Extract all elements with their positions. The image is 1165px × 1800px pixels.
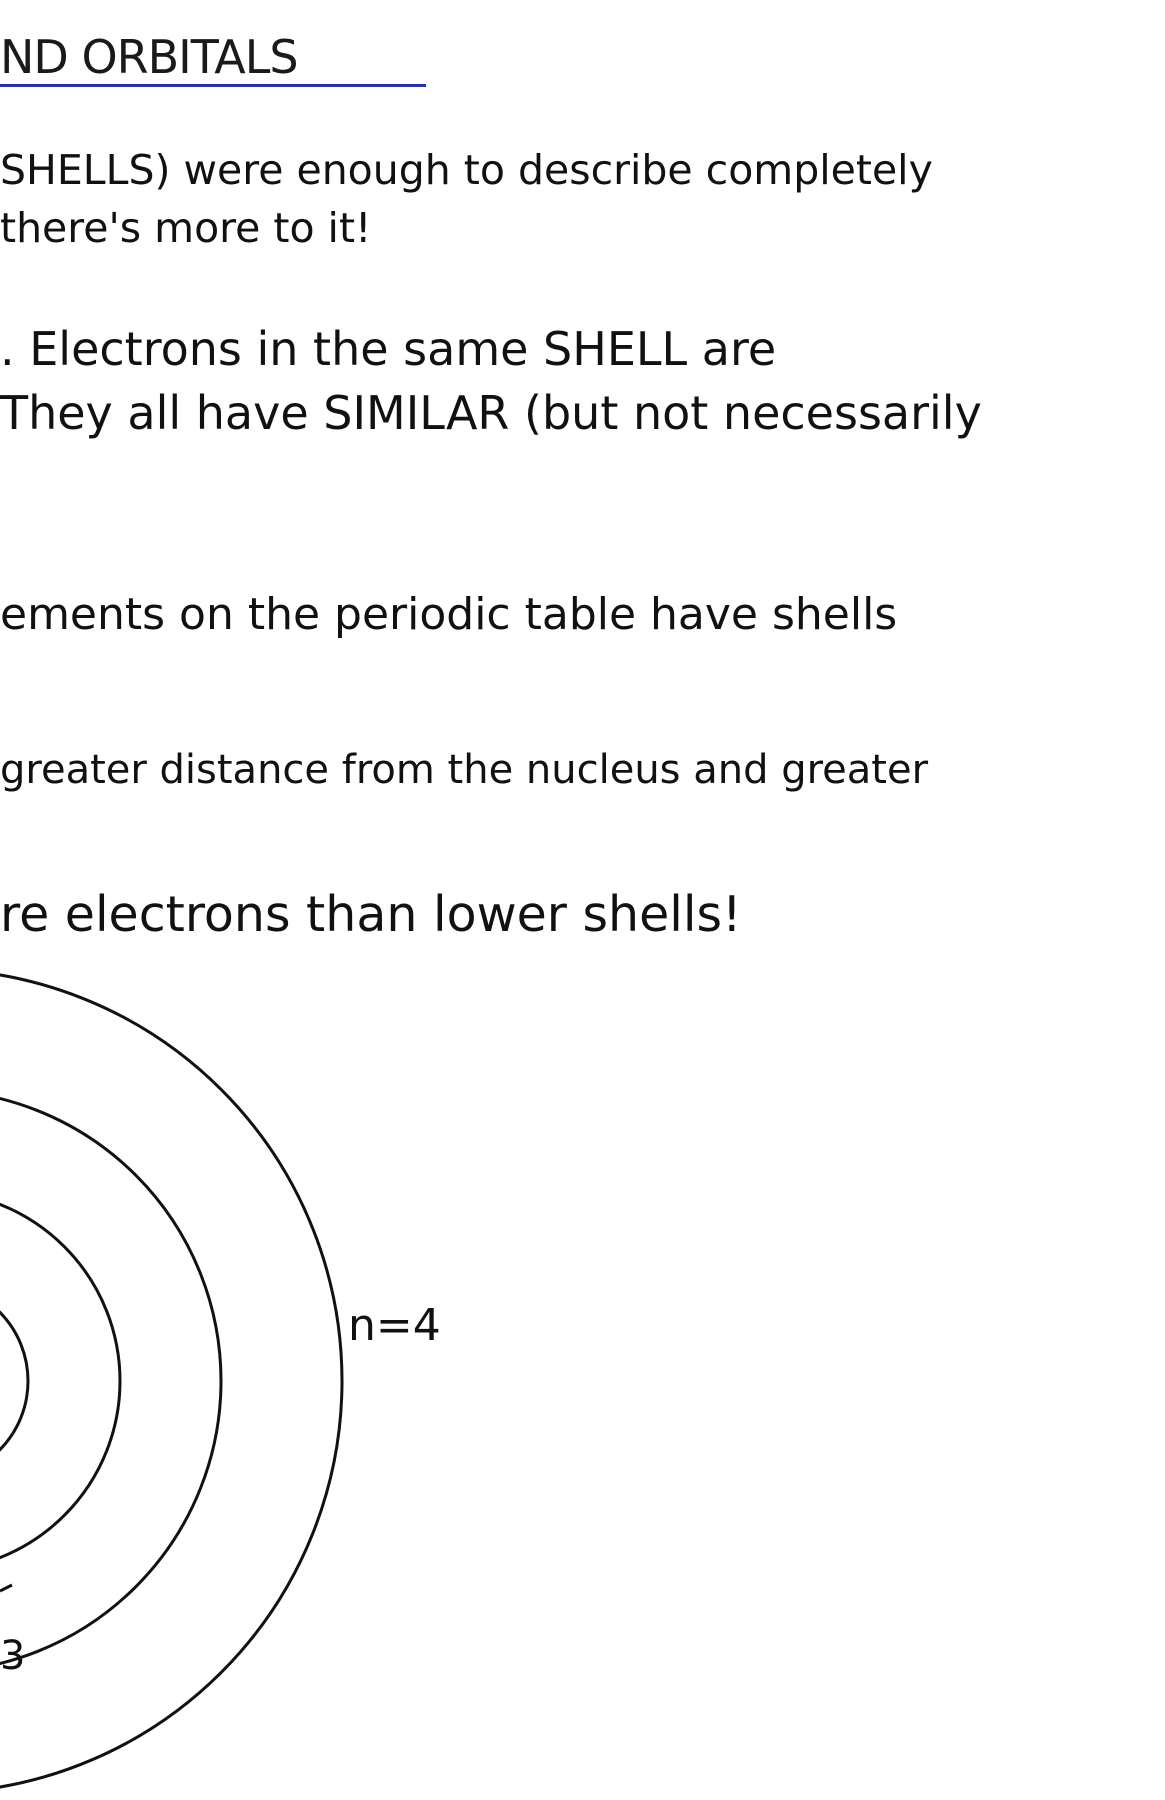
- shell-tick-mark: [0, 1585, 12, 1591]
- shell-diagram: [0, 940, 500, 1800]
- paragraph-4-line-1: greater distance from the nucleus and greater: [0, 747, 929, 793]
- shell-n1: [0, 1283, 28, 1479]
- shell-n4: [0, 969, 342, 1793]
- shell-n2: [0, 1191, 120, 1571]
- shell-n3: [0, 1090, 221, 1672]
- paragraph-2-line-2: They all have SIMILAR (but not necessarily: [0, 386, 982, 440]
- paragraph-1-line-1: SHELLS) were enough to describe completely: [0, 146, 933, 194]
- title-underline: [0, 84, 426, 87]
- paragraph-3-line-1: ements on the periodic table have shells: [0, 589, 898, 640]
- paragraph-2-line-1: . Electrons in the same SHELL are: [0, 322, 777, 376]
- label-n4: n=4: [348, 1300, 441, 1351]
- paragraph-5-line-1: re electrons than lower shells!: [0, 886, 742, 943]
- paragraph-1-line-2: there's more to it!: [0, 204, 372, 252]
- page-title: ND ORBITALS: [0, 30, 298, 84]
- label-n3: 3: [0, 1633, 26, 1679]
